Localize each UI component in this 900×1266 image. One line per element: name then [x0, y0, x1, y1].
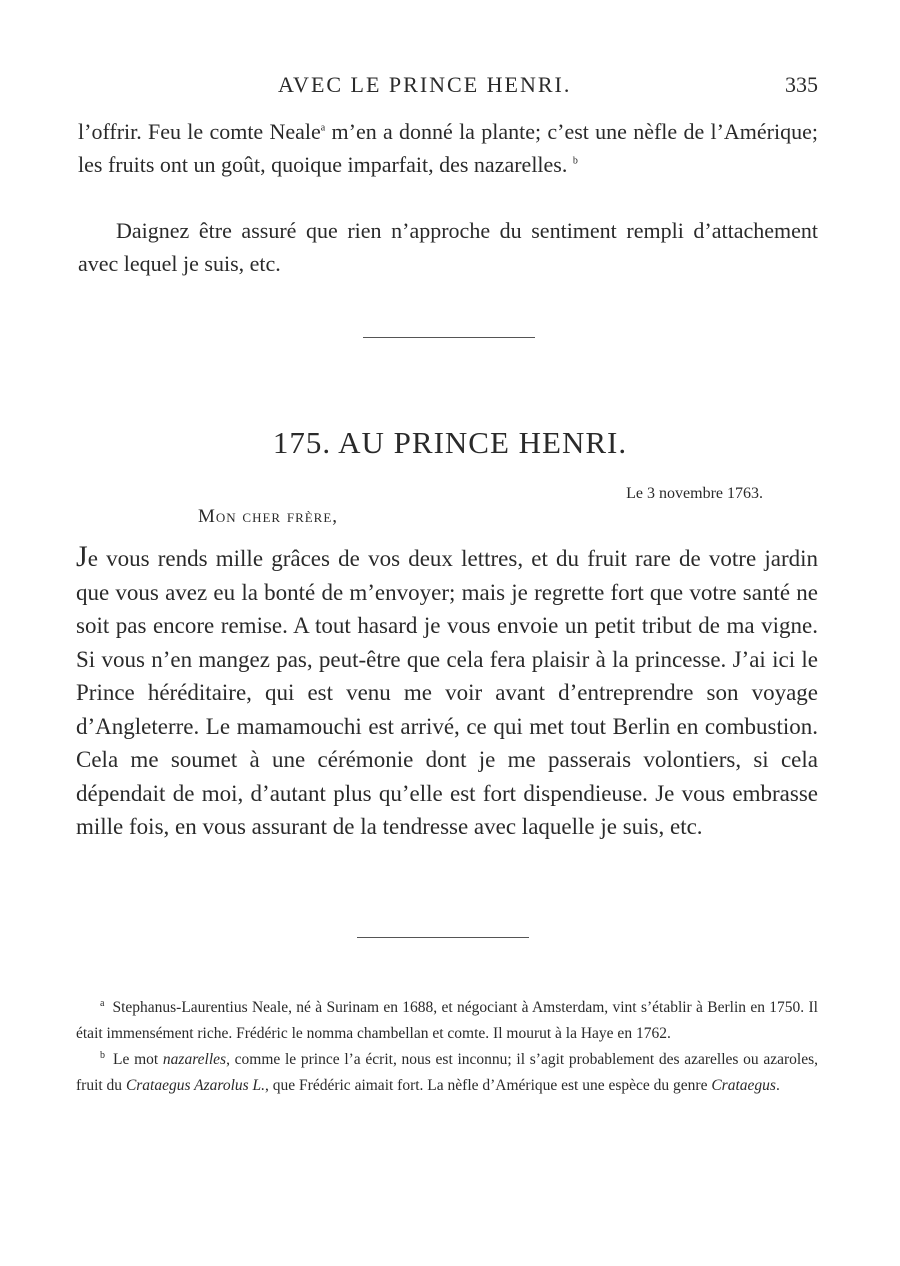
footnote-b-text-1: Le mot — [113, 1051, 163, 1068]
footnote-b-italic-2: Crataegus Azarolus L. — [125, 1077, 266, 1094]
running-head — [78, 72, 818, 102]
running-head-title: AVEC LE PRINCE HENRI. — [278, 72, 572, 97]
footnote-b-italic-3: Crataegus — [711, 1077, 776, 1094]
section-divider — [363, 337, 535, 338]
letter-heading: 175. AU PRINCE HENRI. — [272, 425, 628, 460]
letter-body-text: e vous rends mille grâces de vos deux lettres, et du fruit rare de votre jardin que vous avez eu la bonté de m’envoyer; mais je regrette fort que votre santé ne soit pas encore remise. A tout hasard je vous envoie un petit tribut de ma vigne. Si vous n’en mangez pas, peut-être que cela fera plaisir à la princesse. J’ai ici le Prince héréditaire, qui est venu me voir avant d’entreprendre son voyage d’Angleterre. Le mamamouchi est arrivé, ce qui met tout Berlin en combustion. Cela me soumet à une cérémonie dont je me passerais volontiers, si cela dépendait de moi, d’autant plus qu’elle est fort dispendieuse. Je vous embrasse mille fois, en vous assurant de la tendresse avec laquelle je suis, etc. — [76, 546, 818, 839]
letter-body — [76, 540, 818, 844]
footnote-a — [76, 995, 818, 1047]
footnote-b-text-4: . — [775, 1077, 780, 1094]
carryover-text-start: l’offrir. Feu le comte Neale — [78, 119, 321, 144]
salutation: Mon cher frère, — [198, 506, 339, 527]
footnote-b-italic-1: nazarelles — [162, 1051, 227, 1068]
drop-cap: J — [76, 540, 88, 573]
footnote-divider — [357, 937, 529, 938]
carryover-text-end: m’en a donné la plante; c’est une nèfle de l’Amérique; les fruits ont un goût, quoique imparfait, des nazarelles. — [78, 119, 819, 177]
footnote-b-text-3: , que Frédéric aimait fort. La nèfle d’Amérique est une espèce du genre — [265, 1077, 712, 1094]
footnote-marker-b: b — [100, 1049, 105, 1061]
carryover-paragraph — [78, 115, 818, 181]
footnote-ref-b: b — [572, 155, 578, 167]
letter-date: Le 3 novembre 1763. — [626, 485, 763, 502]
page-number: 335 — [785, 72, 818, 97]
footnote-ref-a: a — [320, 122, 326, 134]
footnote-a-text: Stephanus-Laurentius Neale, né à Surinam en 1688, et négociant à Amsterdam, vint s’établir à Berlin en 1750. Il était immensément riche. Frédéric le nomma chambellan et comte. Il mourut à la Haye en 1762. — [76, 999, 818, 1042]
footnotes — [76, 995, 818, 1099]
footnote-b — [76, 1047, 818, 1099]
footnote-b-text-2: , comme le prince l’a écrit, nous est inconnu; il s’agit probablement des azarelles ou azaroles, fruit du — [76, 1051, 819, 1094]
closing-paragraph: Daignez être assuré que rien n’approche du sentiment rempli d’attachement avec lequel je suis, etc. — [78, 218, 818, 276]
footnote-marker-a: a — [100, 997, 105, 1009]
